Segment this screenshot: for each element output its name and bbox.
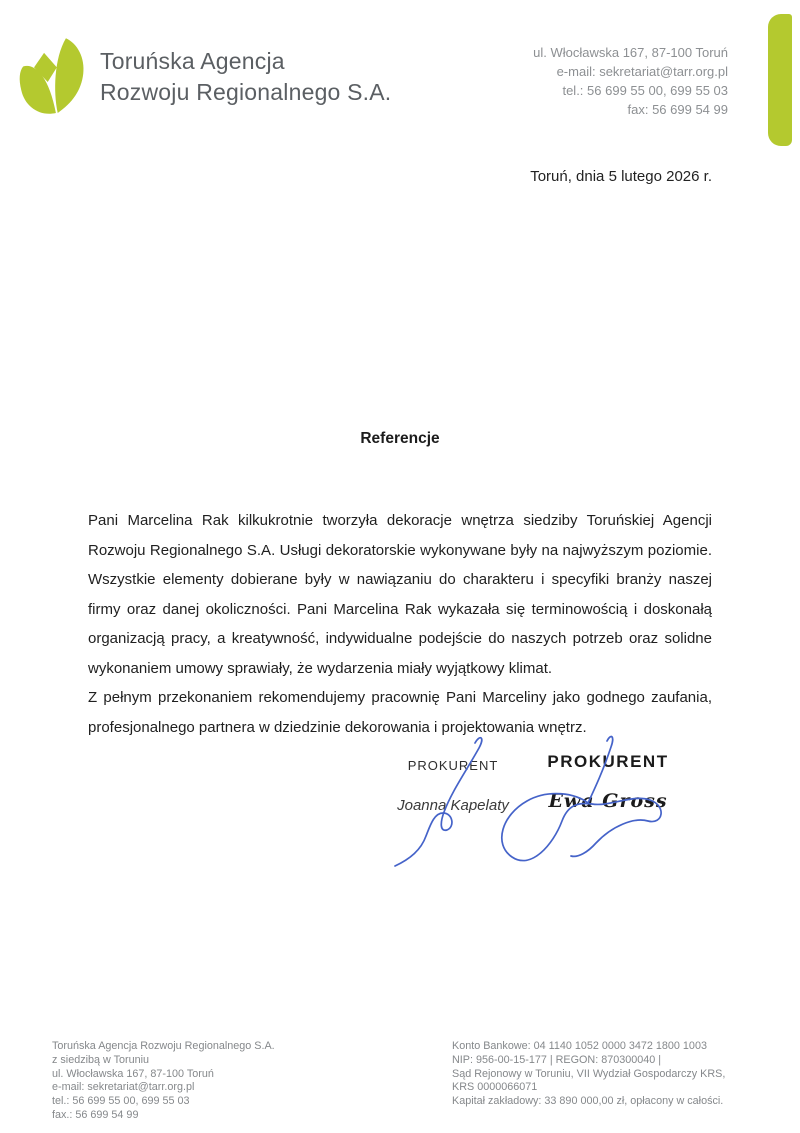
- signature-role: PROKURENT: [547, 752, 669, 771]
- footer-email: e-mail: sekretariat@tarr.org.pl: [52, 1081, 195, 1094]
- date-line: Toruń, dnia 5 lutego 2026 r.: [530, 168, 712, 185]
- footer-phone: tel.: 56 699 55 00, 699 55 03: [52, 1095, 190, 1108]
- company-name-line1: Toruńska Agencja: [100, 48, 285, 74]
- page-title: Referencje: [360, 430, 440, 447]
- contact-phone: tel.: 56 699 55 00, 699 55 03: [562, 83, 728, 98]
- signature-role: PROKURENT: [407, 758, 499, 773]
- signature-name: Ewa Gross: [548, 790, 668, 812]
- header-contact-block: [533, 43, 728, 119]
- contact-fax: fax: 56 699 54 99: [627, 102, 728, 117]
- footer-address: ul. Włocławska 167, 87-100 Toruń: [52, 1067, 214, 1080]
- footer-court: Sąd Rejonowy w Toruniu, VII Wydział Gospodarczy KRS,: [452, 1067, 726, 1080]
- letter-body: [88, 506, 712, 742]
- signature-block-joanna-kapelaty: [383, 758, 523, 814]
- contact-address: ul. Włocławska 167, 87-100 Toruń: [533, 45, 728, 60]
- footer-fax: fax.: 56 699 54 99: [52, 1108, 139, 1121]
- accent-green-bar: [768, 14, 792, 146]
- footer-company-name: Toruńska Agencja Rozwoju Regionalnego S.A.: [52, 1040, 275, 1052]
- body-paragraph-2: Z pełnym przekonaniem rekomendujemy pracownię Pani Marceliny jako godnego zaufania, profesjonalnego partnera w dziedzinie dekorowania i projektowania wnętrz.: [88, 689, 712, 736]
- footer-nip-regon: NIP: 956-00-15-177 | REGON: 870300040 |: [452, 1053, 662, 1066]
- company-name: [100, 46, 391, 108]
- footer-bank-account: Konto Bankowe: 04 1140 1052 0000 3472 1800 1003: [452, 1040, 707, 1052]
- footer-company-seat: z siedzibą w Toruniu: [52, 1053, 150, 1066]
- company-name-line2: Rozwoju Regionalnego S.A.: [100, 79, 392, 105]
- footer-company-info: [52, 1040, 412, 1123]
- footer-krs: KRS 0000066071: [452, 1081, 538, 1094]
- contact-email: e-mail: sekretariat@tarr.org.pl: [556, 64, 728, 79]
- signature-block-ewa-gross: [530, 752, 686, 812]
- tulip-flower-icon: [14, 30, 96, 124]
- signature-name: Joanna Kapelaty: [397, 797, 509, 814]
- body-paragraph-1: Pani Marcelina Rak kilkukrotnie tworzyła dekoracje wnętrza siedziby Toruńskiej Agencji Rozwoju Regionalnego S.A. Usługi dekoratorskie wykonywane były na najwyższym poziomie. Wszystkie elementy dobierane były w nawiązaniu do charakteru i specyfiki branży naszej firmy oraz danej okoliczności. Pani Marcelina Rak wykazała się terminowością i doskonałą organizacją pracy, a kreatywność, indywidualne podejście do naszych potrzeb oraz solidne wykonaniem umowy sprawiały, że wydarzenia miały wyjątkowy klimat.: [88, 512, 712, 677]
- footer-legal-info: [452, 1040, 782, 1109]
- footer-capital: Kapitał zakładowy: 33 890 000,00 zł, opłacony w całości.: [452, 1095, 724, 1108]
